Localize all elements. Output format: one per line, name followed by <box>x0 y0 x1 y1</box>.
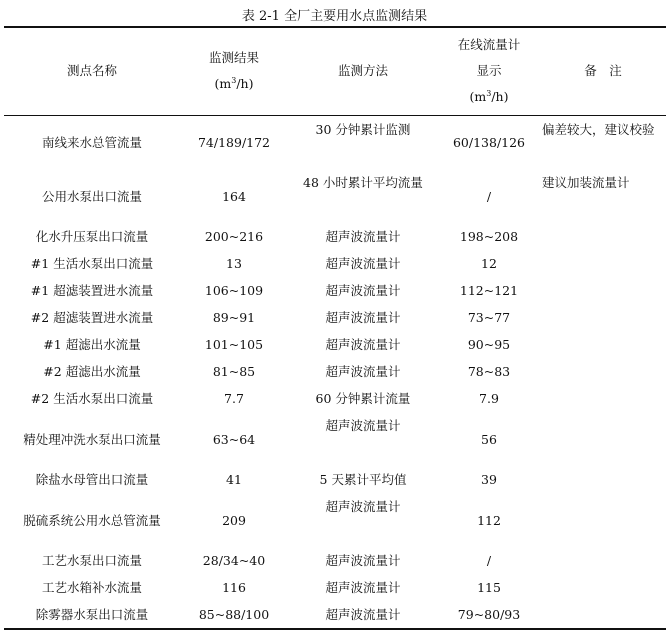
cell-meter: 60/138/126 <box>452 134 526 150</box>
table-row <box>4 574 666 601</box>
cell-meter: 73~77 <box>467 310 511 325</box>
header-method: 监测方法 <box>288 27 438 115</box>
header-online-meter <box>438 27 540 115</box>
cell-result: 164 <box>222 188 246 204</box>
header-point-name: 测点名称 <box>4 27 180 115</box>
cell-result: 41 <box>226 472 242 487</box>
cell-method: 超声波流量计 <box>325 256 401 271</box>
cell-result: 7.7 <box>224 391 244 406</box>
cell-result: 81~85 <box>212 364 256 379</box>
cell-name: 工艺水箱补水流量 <box>41 580 142 595</box>
cell-meter: 112 <box>477 512 501 528</box>
cell-meter: 90~95 <box>467 337 511 352</box>
cell-result: 116 <box>222 580 246 595</box>
cell-meter: 112~121 <box>459 283 519 298</box>
cell-meter: 7.9 <box>479 391 499 406</box>
cell-method: 超声波流量计 <box>325 229 401 244</box>
cell-result: 13 <box>226 256 242 271</box>
cell-note <box>540 493 666 547</box>
cell-note <box>540 601 666 629</box>
cell-meter: 79~80/93 <box>438 601 540 629</box>
cell-meter: 78~83 <box>467 364 511 379</box>
cell-method: 48 小时累计平均流量 <box>303 175 423 190</box>
table-row <box>4 385 666 412</box>
table-row <box>4 250 666 277</box>
cell-name: 南线来水总管流量 <box>41 134 142 150</box>
table-row <box>4 223 666 250</box>
cell-name: 脱硫系统公用水总管流量 <box>23 512 161 528</box>
cell-result: 74/189/172 <box>197 134 271 150</box>
cell-name: #1 生活水泵出口流量 <box>30 256 154 271</box>
table-row <box>4 304 666 331</box>
cell-note <box>540 385 666 412</box>
cell-method: 超声波流量计 <box>325 553 401 568</box>
table-row <box>4 358 666 385</box>
cell-name: 除雾器水泵出口流量 <box>4 601 180 629</box>
cell-method: 超声波流量计 <box>325 418 401 433</box>
table-row <box>4 277 666 304</box>
cell-name: #2 超滤出水流量 <box>43 364 141 379</box>
table-row <box>4 412 666 466</box>
cell-note <box>540 574 666 601</box>
cell-result: 89~91 <box>212 310 256 325</box>
cell-result: 28/34~40 <box>202 553 266 568</box>
table-row <box>4 601 666 629</box>
cell-result: 101~105 <box>204 337 264 352</box>
cell-note: 偏差较大，建议校验 <box>542 121 655 137</box>
cell-method: 超声波流量计 <box>325 580 401 595</box>
header-meter-line1: 在线流量计 <box>457 37 521 53</box>
cell-note <box>540 358 666 385</box>
cell-result: 200~216 <box>204 229 264 244</box>
cell-name: 除盐水母管出口流量 <box>35 472 149 487</box>
cell-note <box>540 277 666 304</box>
cell-name: #2 超滤装置进水流量 <box>30 310 154 325</box>
cell-note <box>540 304 666 331</box>
cell-name: 工艺水泵出口流量 <box>41 553 142 568</box>
cell-meter: 12 <box>481 256 497 271</box>
header-result-unit: $(m^3/h)$ <box>214 76 254 92</box>
cell-method: 超声波流量计 <box>325 310 401 325</box>
cell-meter: / <box>486 188 492 204</box>
cell-name: 精处理冲洗水泵出口流量 <box>23 431 161 447</box>
cell-method: 超声波流量计 <box>325 283 401 298</box>
cell-method: 30 分钟累计监测 <box>315 121 411 137</box>
cell-result: 209 <box>222 512 246 528</box>
cell-note <box>540 547 666 574</box>
table-row <box>4 331 666 358</box>
table-row <box>4 547 666 574</box>
cell-method: 超声波流量计 <box>325 499 401 514</box>
header-note: 备 注 <box>540 27 666 115</box>
header-result <box>180 27 288 115</box>
header-meter-unit: $(m^3/h)$ <box>469 89 509 105</box>
cell-name: #1 超滤出水流量 <box>43 337 141 352</box>
table-caption: 表 2-1 全厂主要用水点监测结果 <box>241 9 428 24</box>
cell-note <box>540 412 666 466</box>
cell-method: 超声波流量计 <box>325 364 401 379</box>
cell-method: 超声波流量计 <box>325 337 401 352</box>
cell-meter: 56 <box>481 431 497 447</box>
cell-meter: / <box>486 553 492 568</box>
table-row <box>4 169 666 223</box>
monitoring-results-table <box>4 26 666 630</box>
cell-note <box>540 466 666 493</box>
cell-meter: 39 <box>481 472 497 487</box>
cell-result: 106~109 <box>204 283 264 298</box>
header-result-label: 监测结果 <box>208 50 259 66</box>
cell-meter: 115 <box>477 580 501 595</box>
table-row <box>4 493 666 547</box>
cell-note <box>540 223 666 250</box>
cell-note <box>540 250 666 277</box>
cell-name: 公用水泵出口流量 <box>41 188 142 204</box>
cell-name: #1 超滤装置进水流量 <box>30 283 154 298</box>
cell-method: 5 天累计平均值 <box>319 472 407 487</box>
table-row <box>4 115 666 169</box>
header-meter-line2: 显示 <box>476 63 502 79</box>
cell-name: #2 生活水泵出口流量 <box>30 391 154 406</box>
table-header-row <box>4 27 666 115</box>
cell-method: 超声波流量计 <box>288 601 438 629</box>
cell-note: 建议加装流量计 <box>542 175 630 190</box>
cell-result: 85~88/100 <box>180 601 288 629</box>
cell-result: 63~64 <box>212 431 256 447</box>
table-row <box>4 466 666 493</box>
cell-method: 60 分钟累计流量 <box>315 391 411 406</box>
cell-note <box>540 331 666 358</box>
cell-name: 化水升压泵出口流量 <box>35 229 149 244</box>
cell-meter: 198~208 <box>459 229 519 244</box>
